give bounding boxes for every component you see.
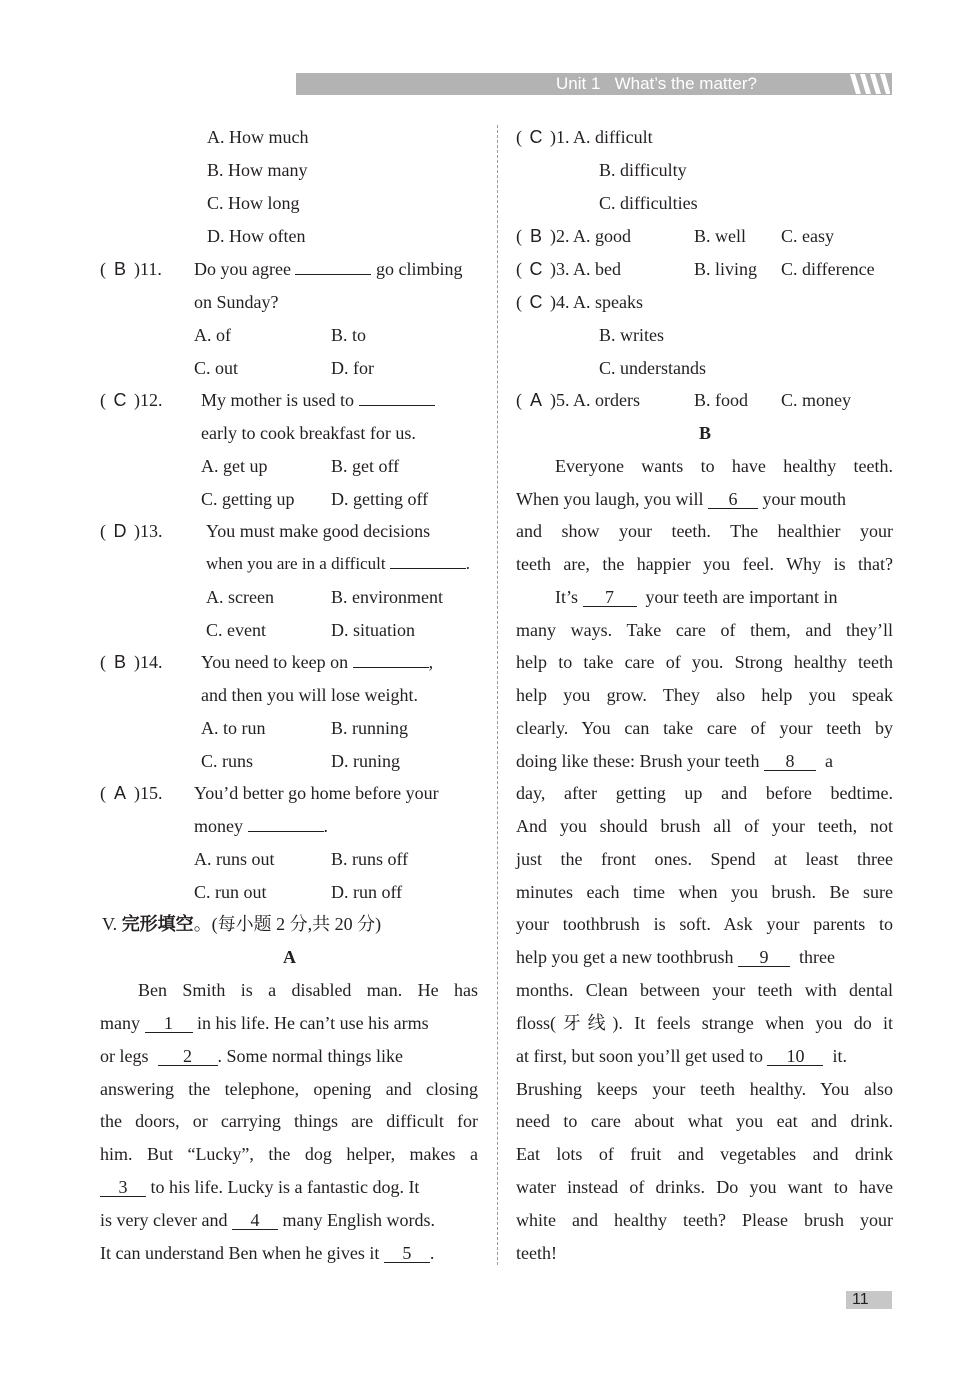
answer-blank[interactable] (353, 667, 429, 668)
passage-b-line: need to care about what you eat and drink. (516, 1111, 893, 1131)
answer-blank[interactable] (248, 831, 324, 832)
question-11: ( B )11. (100, 259, 162, 279)
column-divider (497, 125, 498, 1265)
blank-2[interactable]: 2 (158, 1047, 218, 1066)
header-stripes-icon (848, 72, 890, 96)
passage-b-line: doing like these: Brush your teeth 8 a (516, 751, 833, 771)
passage-a-line: Ben Smith is a disabled man. He has (138, 980, 478, 1000)
passage-b-line: help you grow. They also help you speak (516, 685, 893, 705)
passage-b-line: months. Clean between your teeth with dental (516, 980, 893, 1000)
blank-3[interactable]: 3 (100, 1178, 146, 1197)
passage-b-line: teeth are, the happier you feel. Why is that? (516, 554, 893, 574)
question-14: ( B )14. (100, 652, 163, 672)
passage-b-line: at first, but soon you’ll get used to 10 it. (516, 1046, 847, 1066)
blank-7[interactable]: 7 (583, 588, 637, 607)
section-heading: V. 完形填空。(每小题 2 分,共 20 分) (102, 914, 382, 934)
answer-13: D (113, 521, 127, 541)
question-r5: ( A )5. A. orders (516, 390, 640, 410)
passage-a-line: the doors, or carrying things are difficult for (100, 1111, 478, 1131)
passage-b-line: minutes each time when you brush. Be sure (516, 882, 893, 902)
answer-12: C (113, 390, 127, 410)
passage-b-line: floss(牙线). It feels strange when you do it (516, 1013, 893, 1033)
passage-b-line: white and healthy teeth? Please brush your (516, 1210, 893, 1230)
q10-option-d: D. How often (207, 226, 306, 246)
blank-5[interactable]: 5 (384, 1244, 430, 1263)
answer-11: B (113, 259, 126, 279)
answer-r3: C (529, 259, 543, 279)
question-15: ( A )15. (100, 783, 163, 803)
passage-a-line: 3 to his life. Lucky is a fantastic dog. It (100, 1176, 419, 1198)
blank-1[interactable]: 1 (145, 1014, 193, 1033)
q10-option-c: C. How long (207, 193, 300, 213)
passage-a-line: many 1 in his life. He can’t use his arms (100, 1013, 429, 1033)
question-13: ( D )13. (100, 521, 163, 541)
answer-15: A (113, 783, 126, 803)
page-number: 11 (852, 1291, 869, 1308)
header-title: Unit 1 What’s the matter? (556, 74, 757, 93)
passage-b-line: When you laugh, you will 6 your mouth (516, 489, 846, 509)
passage-b-line: and show your teeth. The healthier your (516, 521, 893, 541)
passage-b-line: many ways. Take care of them, and they’ll (516, 620, 893, 640)
passage-b-line: Everyone wants to have healthy teeth. (555, 456, 893, 476)
blank-8[interactable]: 8 (764, 752, 816, 771)
passage-b-line: day, after getting up and before bedtime. (516, 783, 893, 803)
question-r1: ( C )1. A. difficult (516, 127, 653, 147)
answer-blank[interactable] (390, 568, 466, 569)
passage-b-line: teeth! (516, 1243, 557, 1263)
passage-a-line: or legs 2 . Some normal things like (100, 1046, 403, 1066)
passage-b-line: And you should brush all of your teeth, not (516, 816, 893, 836)
passage-b-line: help you get a new toothbrush 9 three (516, 947, 835, 967)
passage-b-line: just the front ones. Spend at least three (516, 849, 893, 869)
passage-a-line: answering the telephone, opening and closing (100, 1079, 478, 1099)
answer-14: B (113, 652, 126, 672)
passage-a-title: A (283, 947, 296, 967)
answer-r2: B (529, 226, 542, 246)
passage-b-line: your toothbrush is soft. Ask your parents to (516, 914, 893, 934)
answer-blank[interactable] (295, 274, 371, 275)
answer-r5: A (529, 390, 542, 410)
passage-a-line: him. But “Lucky”, the dog helper, makes a (100, 1144, 478, 1164)
question-12: ( C )12. (100, 390, 163, 410)
q10-option-b: B. How many (207, 160, 308, 180)
blank-6[interactable]: 6 (708, 490, 758, 509)
passage-b-line: help to take care of you. Strong healthy teeth (516, 652, 893, 672)
passage-a-line: is very clever and 4 many English words. (100, 1210, 435, 1230)
passage-b-line: Brushing keeps your teeth healthy. You also (516, 1079, 893, 1099)
answer-r1: C (529, 127, 543, 147)
passage-b-line: clearly. You can take care of your teeth by (516, 718, 893, 738)
blank-9[interactable]: 9 (738, 948, 790, 967)
blank-10[interactable]: 10 (767, 1047, 823, 1066)
answer-r4: C (529, 292, 543, 312)
passage-a-line: It can understand Ben when he gives it 5 . (100, 1243, 435, 1263)
passage-b-line: Eat lots of fruit and vegetables and drink (516, 1144, 893, 1164)
answer-blank[interactable] (359, 405, 435, 406)
passage-b-title: B (699, 423, 712, 443)
q10-option-a: A. How much (207, 127, 309, 147)
question-r4: ( C )4. A. speaks (516, 292, 644, 312)
passage-b-line: It’s 7 your teeth are important in (555, 587, 838, 607)
question-r2: ( B )2. A. good (516, 226, 632, 246)
question-r3: ( C )3. A. bed (516, 259, 622, 279)
blank-4[interactable]: 4 (232, 1211, 278, 1230)
passage-b-line: water instead of drinks. Do you want to have (516, 1177, 893, 1197)
